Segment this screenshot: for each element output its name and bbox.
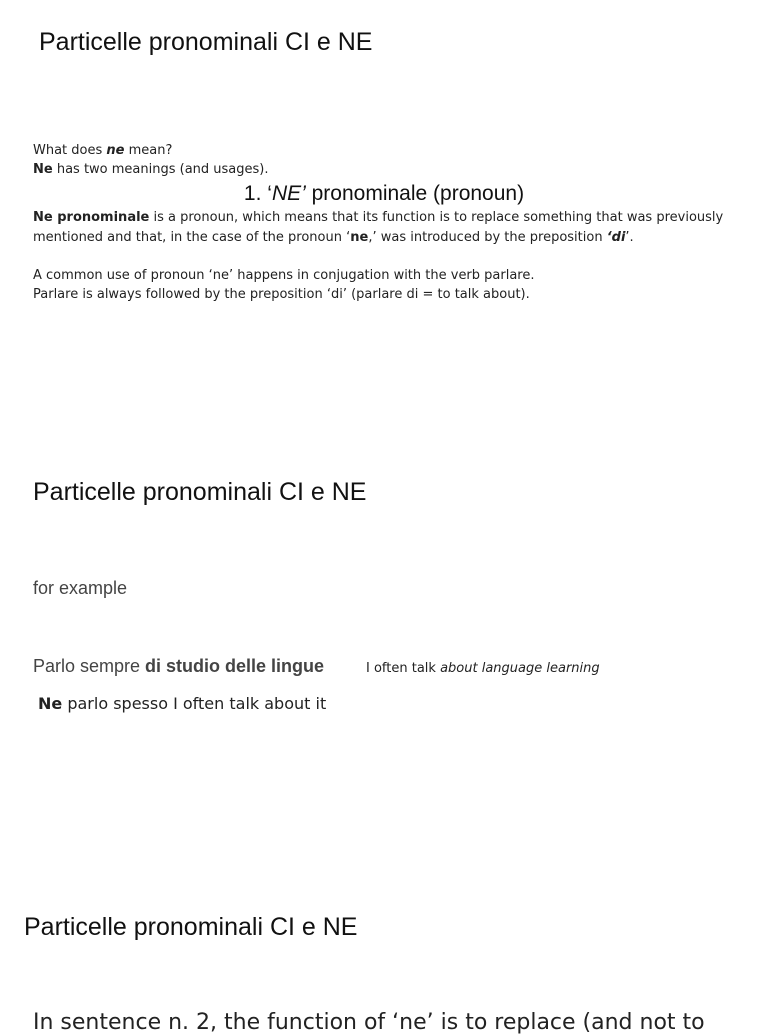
slide3-text: In sentence n. 2, the function of ‘ne’ is to replace (and not to (33, 1010, 705, 1035)
heading-rest: pronominale (pronoun) (305, 182, 525, 205)
meanings-rest: has two meanings (and usages). (52, 162, 269, 177)
definition-text-b: ,’ was introduced by the preposition (368, 229, 607, 245)
definition-text-c: ’. (625, 229, 634, 245)
example2-ne: Ne (38, 694, 63, 713)
definition-paragraph (33, 208, 733, 247)
example-sentence-1 (33, 656, 324, 677)
example-sentence-2 (38, 694, 326, 713)
translation-1 (366, 659, 600, 679)
question-line (33, 141, 172, 161)
for-example-label: for example (33, 578, 128, 598)
definition-term: Ne pronominale (33, 210, 150, 225)
meanings-line (33, 160, 269, 180)
question-ne: ne (106, 143, 125, 158)
heading-number: 1. ‘ (243, 182, 272, 205)
slide1-title: Particelle pronominali CI e NE (39, 28, 373, 56)
usage-line: A common use of pronoun ‘ne’ happens in conjugation with the verb parlare. (33, 268, 535, 283)
example1-bold: di studio delle lingue (145, 656, 325, 676)
translation1-italic: about language learning (440, 661, 600, 676)
translation1-text: I often talk (366, 661, 441, 676)
definition-text-a: is a pronoun, which means that its function is to replace something that was previously mentioned and that, in the case of the pronoun ‘ (33, 210, 724, 245)
definition-di: ‘di (606, 229, 626, 245)
definition-ne: ne (350, 229, 369, 245)
parlare-line: Parlare is always followed by the preposition ‘di’ (parlare di = to talk about). (33, 287, 530, 302)
question-suffix: mean? (124, 143, 173, 158)
example2-rest: parlo spesso I often talk about it (62, 694, 327, 713)
heading-ne: NE’ (271, 182, 306, 205)
example1-text: Parlo sempre (33, 656, 146, 676)
slide2-title: Particelle pronominali CI e NE (33, 478, 367, 506)
question-prefix: What does (33, 143, 107, 158)
section-heading (0, 182, 768, 206)
meanings-ne: Ne (33, 162, 53, 177)
slide3-title: Particelle pronominali CI e NE (24, 913, 358, 941)
